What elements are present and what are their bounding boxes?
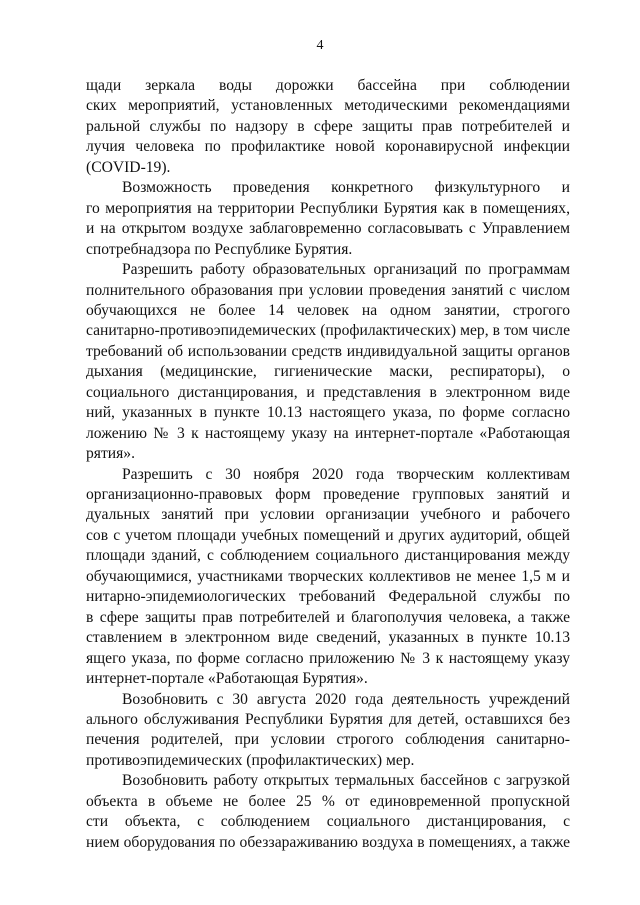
text-line [0, 158, 640, 178]
text-line [0, 219, 640, 239]
paragraph-line: рятия». [86, 445, 135, 462]
text-line [0, 383, 640, 403]
paragraph-line: ральной службы по надзору в сфере защиты прав потребителей и [86, 118, 570, 135]
paragraph-line: социального дистанцирования, и представления в электронном виде [86, 384, 570, 401]
text-line [0, 546, 640, 566]
paragraph-line: щади зеркала воды дорожки бассейна при соблюдении [86, 77, 570, 94]
paragraph-line: го мероприятия на территории Республики Бурятия как в помещениях, [86, 200, 570, 217]
text-line [0, 771, 640, 791]
text-line [0, 117, 640, 137]
text-line [0, 178, 640, 198]
text-line [0, 281, 640, 301]
paragraph-line: полнительного образования при условии проведения занятий с числом [86, 282, 570, 299]
text-line [0, 76, 640, 96]
text-line [0, 424, 640, 444]
paragraph-line: в сфере защиты прав потребителей и благополучия человека, а также [86, 609, 570, 626]
paragraph-line: ложению № 3 к настоящему указу на интернет-портале «Работающая [86, 425, 570, 442]
text-line [0, 628, 640, 648]
text-line [0, 526, 640, 546]
paragraph-line: и на открытом воздухе заблаговременно согласовывать с Управлением [86, 220, 570, 237]
paragraph-line: ального обслуживания Республики Бурятия для детей, оставшихся без [86, 711, 570, 728]
text-line [0, 690, 640, 710]
text-line [0, 608, 640, 628]
text-line [0, 301, 640, 321]
paragraph-line: сов с учетом площади учебных помещений и других аудиторий, общей [86, 527, 570, 544]
paragraph-line: обучающимися, участниками творческих коллективов не менее 1,5 м и [86, 568, 570, 585]
text-line [0, 649, 640, 669]
paragraph-first-line: Разрешить работу образовательных организаций по программам [122, 261, 570, 278]
paragraph-line: нием оборудования по обеззараживанию воздуха в помещениях, а также [86, 834, 570, 851]
text-line [0, 485, 640, 505]
paragraph-line: обучающихся не более 14 человек на одном занятии, строгого [86, 302, 570, 319]
paragraph-line: санитарно-противоэпидемических (профилактических) мер, в том числе [86, 322, 570, 339]
paragraph-first-line: Возобновить с 30 августа 2020 года деятельность учреждений [122, 691, 570, 708]
paragraph-line: ских мероприятий, установленных методическими рекомендациями [86, 97, 570, 114]
paragraph-line: объекта в объеме не более 25 % от единовременной пропускной [86, 793, 570, 810]
paragraph-line: нитарно-эпидемиологических требований Федеральной службы по [86, 588, 570, 605]
paragraph-line: лучия человека по профилактике новой коронавирусной инфекции [86, 138, 570, 155]
paragraph-first-line: Разрешить с 30 ноября 2020 года творческим коллективам [122, 466, 570, 483]
paragraph-line: спотребнадзора по Республике Бурятия. [86, 241, 353, 258]
text-line [0, 730, 640, 750]
text-line [0, 587, 640, 607]
paragraph-line: печения родителей, при условии строгого соблюдения санитарно- [86, 731, 570, 748]
text-line [0, 342, 640, 362]
text-line [0, 199, 640, 219]
paragraph-first-line: Возможность проведения конкретного физкультурного и [122, 179, 570, 196]
text-line [0, 403, 640, 423]
paragraph-line: организационно-правовых форм проведение групповых занятий и [86, 486, 570, 503]
text-line [0, 321, 640, 341]
paragraph-line: ставлением в электронном виде сведений, указанных в пункте 10.13 [86, 629, 570, 646]
paragraph-line: требований об использовании средств индивидуальной защиты органов [86, 343, 570, 360]
paragraph-line: ящего указа, по форме согласно приложению № 3 к настоящему указу [86, 650, 570, 667]
page-number: 4 [316, 38, 324, 53]
paragraph-line: противоэпидемических (профилактических) мер. [86, 752, 415, 769]
text-line [0, 96, 640, 116]
paragraph-line: дуальных занятий при условии организации учебного и рабочего [86, 506, 570, 523]
paragraph-line: дыхания (медицинские, гигиенические маски, респираторы), о [86, 363, 570, 380]
paragraph-line: сти объекта, с соблюдением социального дистанцирования, с [86, 813, 570, 830]
text-line [0, 567, 640, 587]
paragraph-line: площади зданий, с соблюдением социального дистанцирования между [86, 547, 570, 564]
text-line [0, 812, 640, 832]
paragraph-first-line: Возобновить работу открытых термальных бассейнов с загрузкой [122, 772, 570, 789]
text-line [0, 669, 640, 689]
text-line [0, 465, 640, 485]
text-line [0, 137, 640, 157]
paragraph-line: ний, указанных в пункте 10.13 настоящего указа, по форме согласно [86, 404, 570, 421]
text-line [0, 710, 640, 730]
text-line [0, 444, 640, 464]
paragraph-line: интернет-портале «Работающая Бурятия». [86, 670, 368, 687]
text-line [0, 751, 640, 771]
text-line [0, 362, 640, 382]
text-line [0, 792, 640, 812]
text-line [0, 240, 640, 260]
paragraph-line: (COVID-19). [86, 159, 171, 176]
text-line [0, 833, 640, 853]
text-line [0, 505, 640, 525]
text-line [0, 260, 640, 280]
